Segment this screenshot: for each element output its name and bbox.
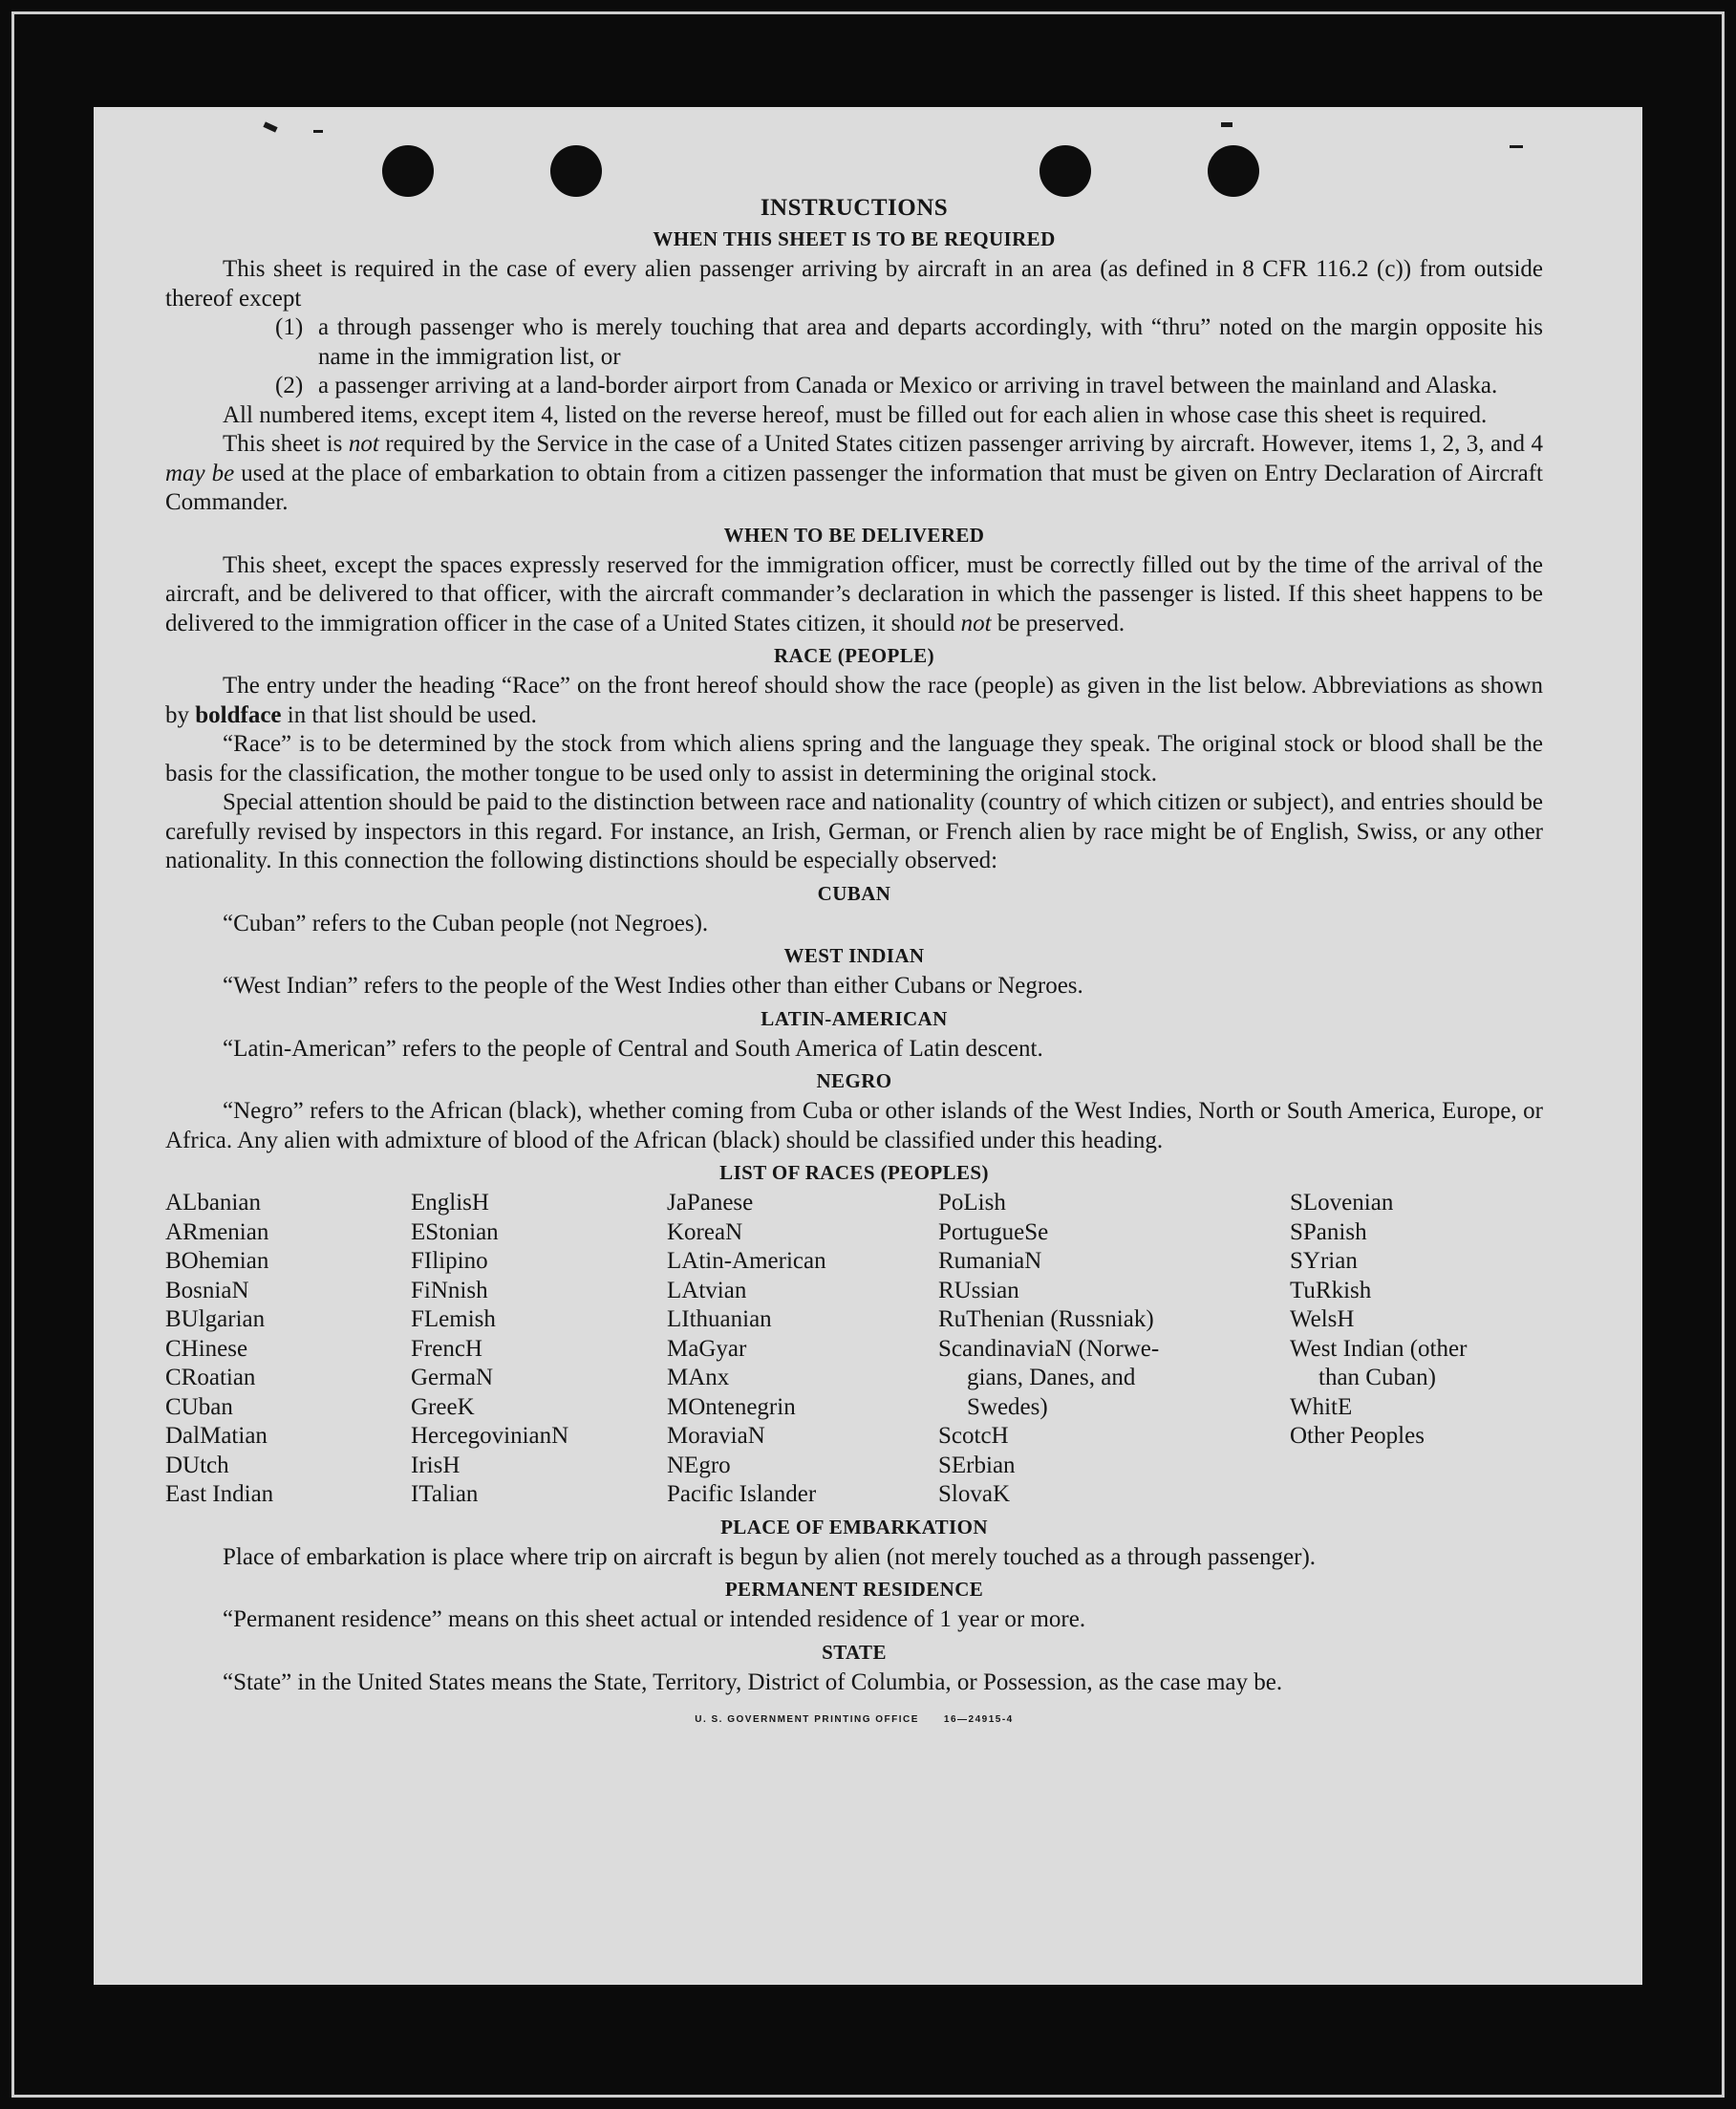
race-entry: CHinese (165, 1335, 248, 1362)
punch-hole (382, 145, 434, 197)
numbered-item (275, 313, 1543, 372)
paragraph (165, 430, 1543, 518)
section-heading: NEGRO (816, 1069, 892, 1092)
race-entry: FLemish (411, 1306, 496, 1332)
scan-speck (313, 130, 323, 133)
race-entry: WhitE (1290, 1393, 1353, 1420)
race-entry: Pacific Islander (667, 1481, 817, 1507)
race-column (411, 1189, 667, 1510)
race-entry: RumaniaN (938, 1248, 1042, 1274)
race-entry-continued: Swedes) (967, 1393, 1048, 1420)
text-run: be preserved. (991, 610, 1125, 636)
section-heading: STATE (822, 1640, 887, 1664)
printer-imprint (165, 1714, 1543, 1725)
punch-hole (550, 145, 602, 197)
race-entry: WelsH (1290, 1306, 1355, 1332)
paragraph: This sheet is required in the case of every alien passenger arriving by aircraft in an area (as defined in 8 CFR 116.2 (c)) from outside thereof except (165, 256, 1543, 312)
document-sheet (94, 107, 1642, 1985)
paragraph: “Race” is to be determined by the stock from which aliens spring and the language they speak. The original stock or blood shall be the basis for the classification, the mother tongue to be used only to assist in determining the original stock. (165, 731, 1543, 786)
race-entry: FIlipino (411, 1248, 488, 1274)
emphasis: not (960, 610, 992, 636)
race-entry: DUtch (165, 1452, 229, 1478)
race-entry: MaGyar (667, 1335, 747, 1362)
race-entry: MAnx (667, 1365, 730, 1390)
race-entry: NEgro (667, 1452, 731, 1478)
section-heading: PERMANENT RESIDENCE (724, 1578, 984, 1601)
section-heading: LATIN-AMERICAN (761, 1006, 948, 1030)
punch-hole (1208, 145, 1259, 197)
race-entry: SYrian (1290, 1248, 1358, 1274)
emphasis: may be (165, 460, 235, 486)
bold-text: boldface (195, 701, 282, 728)
emphasis: not (348, 431, 379, 457)
section-heading: LIST OF RACES (PEOPLES) (719, 1161, 989, 1184)
text-run: This sheet, except the spaces expressly reserved for the immigration officer, must be correctly filled out by the time of the arrival of the aircraft, and be delivered to that officer, with the aircraft commander’s declaration in which the passenger is listed. If this sheet happens to be delivered to the immigration officer in the case of a United States citizen, it should (165, 551, 1543, 636)
item-number: (1) (275, 314, 304, 340)
race-entry: EStonian (411, 1218, 499, 1245)
race-entry: FrencH (411, 1335, 482, 1362)
instructions-content (165, 195, 1543, 1725)
race-entry: IrisH (411, 1452, 461, 1478)
paragraph: “Latin-American” refers to the people of Central and South America of Latin descent. (223, 1035, 1043, 1062)
race-column (667, 1189, 938, 1510)
race-entry: SErbian (938, 1452, 1016, 1478)
race-entry: West Indian (other (1290, 1335, 1468, 1362)
page-title: INSTRUCTIONS (760, 195, 949, 221)
race-entry-continued: than Cuban) (1318, 1365, 1436, 1390)
scan-speck (1510, 145, 1523, 148)
race-entry: TuRkish (1290, 1277, 1372, 1303)
race-entry: Other Peoples (1290, 1423, 1425, 1449)
text-run: required by the Service in the case of a United States citizen passenger arriving by aircraft. However, items 1, 2, 3, and 4 (378, 431, 1543, 457)
text-run: This sheet is (223, 431, 349, 457)
race-entry: SLovenian (1290, 1190, 1394, 1216)
item-number: (2) (275, 373, 304, 398)
race-entry: LIthuanian (667, 1306, 772, 1332)
paragraph: “State” in the United States means the State, Territory, District of Columbia, or Possession, as the case may be. (223, 1668, 1283, 1695)
race-entry: JaPanese (667, 1190, 754, 1216)
race-entry: MoraviaN (667, 1423, 765, 1449)
section-heading: RACE (PEOPLE) (774, 644, 934, 667)
paragraph (165, 672, 1543, 730)
text-run: used at the place of embarkation to obtain from a citizen passenger the information that must be given on Entry Declaration of Aircraft Commander. (165, 460, 1544, 515)
race-entry: SPanish (1290, 1218, 1367, 1245)
section-heading: WHEN THIS SHEET IS TO BE REQUIRED (653, 227, 1056, 250)
race-entry: PoLish (938, 1190, 1006, 1216)
race-entry: DalMatian (165, 1423, 268, 1449)
item-text: a through passenger who is merely touching that area and departs accordingly, with “thru” noted on the margin opposite his name in the immigration list, or (318, 314, 1543, 370)
race-entry: GreeK (411, 1393, 475, 1420)
scan-speck (1221, 122, 1232, 127)
text-run: The entry under the heading “Race” on the front hereof should show the race (people) as given in the list below. Abbreviations as shown by (165, 673, 1543, 728)
race-entry: ARmenian (165, 1218, 269, 1245)
race-entry: BOhemian (165, 1248, 269, 1274)
race-entry: FiNnish (411, 1277, 488, 1303)
race-entry: LAtvian (667, 1277, 747, 1303)
race-entry: CRoatian (165, 1365, 256, 1390)
section-heading: CUBAN (817, 881, 891, 905)
race-entry: East Indian (165, 1481, 274, 1507)
race-list (165, 1189, 1543, 1510)
race-entry: ITalian (411, 1481, 479, 1507)
paragraph: Place of embarkation is place where trip on aircraft is begun by alien (not merely touched as a through passenger). (223, 1543, 1317, 1570)
paragraph: “Negro” refers to the African (black), whether coming from Cuba or other islands of the West Indies, North or South America, Europe, or Africa. Any alien with admixture of blood of the African (black) should be classified under this heading. (165, 1098, 1543, 1153)
section-heading: PLACE OF EMBARKATION (720, 1515, 988, 1539)
paragraph: “West Indian” refers to the people of the West Indies other than either Cubans or Negroes. (223, 973, 1083, 999)
scan-speck (263, 121, 277, 132)
numbered-item (275, 372, 1543, 401)
race-entry: PortugueSe (938, 1218, 1049, 1245)
paragraph: “Permanent residence” means on this sheet actual or intended residence of 1 year or more. (223, 1606, 1086, 1632)
race-entry: ALbanian (165, 1190, 261, 1216)
punch-hole (1039, 145, 1091, 197)
printer-name: U. S. GOVERNMENT PRINTING OFFICE (695, 1714, 919, 1725)
race-entry: BosniaN (165, 1277, 249, 1303)
race-entry: RuThenian (Russniak) (938, 1306, 1154, 1332)
paragraph: All numbered items, except item 4, listed on the reverse hereof, must be filled out for each alien in whose case this sheet is required. (223, 401, 1488, 428)
paragraph: “Cuban” refers to the Cuban people (not Negroes). (223, 910, 709, 936)
race-column (165, 1189, 411, 1510)
item-text: a passenger arriving at a land-border airport from Canada or Mexico or arriving in travel between the mainland and Alaska. (318, 373, 1498, 398)
race-entry: MOntenegrin (667, 1393, 796, 1420)
race-entry: EnglisH (411, 1190, 489, 1216)
race-column (938, 1189, 1290, 1510)
race-entry: CUban (165, 1393, 233, 1420)
race-entry-continued: gians, Danes, and (967, 1365, 1136, 1390)
race-entry: RUssian (938, 1277, 1019, 1303)
race-entry: BUlgarian (165, 1306, 266, 1332)
race-entry: LAtin-American (667, 1248, 826, 1274)
form-code: 16—24915-4 (943, 1714, 1014, 1725)
race-entry: ScandinaviaN (Norwe- (938, 1335, 1160, 1362)
race-column (1290, 1189, 1543, 1510)
race-entry: SlovaK (938, 1481, 1010, 1507)
race-entry: HercegovinianN (411, 1423, 569, 1449)
paragraph (165, 551, 1543, 639)
race-entry: ScotcH (938, 1423, 1009, 1449)
paragraph: Special attention should be paid to the distinction between race and nationality (country of which citizen or subject), and entries should be carefully revised by inspectors in this regard. For instance, an Irish, German, or French alien by race might be of English, Swiss, or any other nationality. In this connection the following distinctions should be especially observed: (165, 789, 1543, 873)
section-heading: WHEN TO BE DELIVERED (723, 523, 985, 547)
race-entry: GermaN (411, 1365, 494, 1390)
text-run: in that list should be used. (281, 701, 537, 728)
section-heading: WEST INDIAN (783, 944, 925, 967)
race-entry: KoreaN (667, 1218, 743, 1245)
